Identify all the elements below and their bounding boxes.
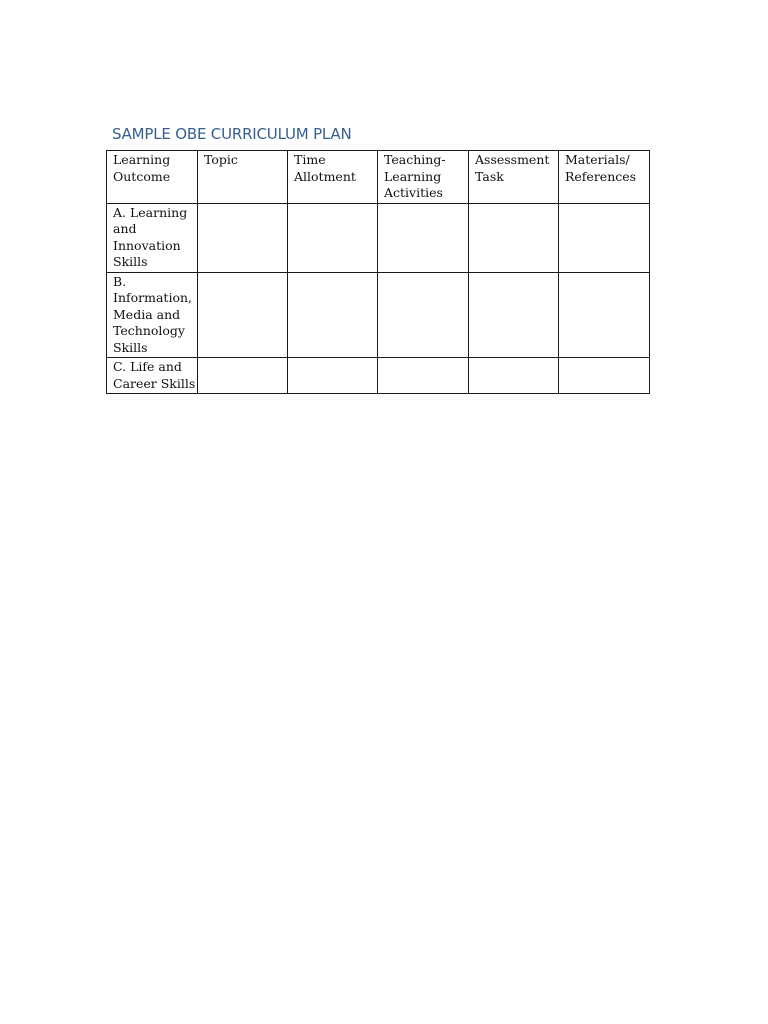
header-materials-references	[559, 151, 650, 204]
cell-teaching-learning-activities	[378, 203, 469, 272]
cell-time-allotment	[288, 203, 378, 272]
header-assessment-task	[469, 151, 559, 204]
cell-learning-outcome	[107, 203, 198, 272]
cell-assessment-task	[469, 358, 559, 394]
header-text-line: References	[565, 168, 637, 184]
cell-text-line: Media and	[113, 306, 181, 322]
header-text-line: Task	[475, 168, 504, 184]
cell-text-line: A. Learning	[113, 204, 188, 220]
cell-assessment-task	[469, 203, 559, 272]
cell-text-line: B.	[113, 273, 127, 289]
cell-text-line: Skills	[113, 339, 148, 355]
cell-text-line: Information,	[113, 290, 192, 305]
header-text-line: Assessment	[475, 152, 550, 167]
table-row	[107, 272, 650, 358]
header-time-allotment	[288, 151, 378, 204]
cell-topic	[198, 203, 288, 272]
cell-text-line: Career Skills	[113, 375, 196, 391]
cell-teaching-learning-activities	[378, 272, 469, 358]
table-row	[107, 358, 650, 394]
cell-text-line: Innovation	[113, 237, 181, 253]
header-text-line: Teaching-	[384, 152, 446, 167]
table-header-row	[107, 151, 650, 204]
header-text-line: Time	[294, 152, 326, 167]
cell-time-allotment	[288, 272, 378, 358]
cell-materials-references	[559, 203, 650, 272]
cell-materials-references	[559, 272, 650, 358]
document-title: SAMPLE OBE CURRICULUM PLAN	[112, 125, 352, 143]
header-text-line: Topic	[204, 152, 238, 167]
header-text-line: Learning	[113, 152, 171, 167]
header-learning-outcome	[107, 151, 198, 204]
cell-text-line: C. Life and	[113, 359, 182, 374]
table-row	[107, 203, 650, 272]
curriculum-plan-table	[106, 150, 650, 394]
cell-assessment-task	[469, 272, 559, 358]
cell-text-line: Technology	[113, 323, 185, 338]
header-text-line: Outcome	[113, 168, 171, 184]
header-text-line: Materials/	[565, 152, 630, 167]
header-topic	[198, 151, 288, 204]
cell-learning-outcome	[107, 272, 198, 358]
cell-learning-outcome	[107, 358, 198, 394]
header-text-line: Allotment	[294, 168, 356, 184]
header-teaching-learning-activities	[378, 151, 469, 204]
cell-topic	[198, 358, 288, 394]
header-text-line: Activities	[384, 185, 443, 200]
cell-text-line: Skills	[113, 254, 148, 269]
cell-text-line: and	[113, 221, 137, 236]
cell-materials-references	[559, 358, 650, 394]
cell-teaching-learning-activities	[378, 358, 469, 394]
cell-topic	[198, 272, 288, 358]
header-text-line: Learning	[384, 168, 442, 184]
cell-time-allotment	[288, 358, 378, 394]
